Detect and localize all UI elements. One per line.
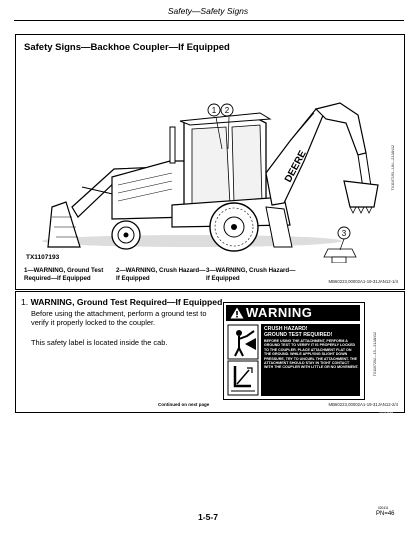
warning-heading: CRUSH HAZARD! GROUND TEST REQUIRED! <box>264 326 333 338</box>
section-reference-code: MB60223,00002A1-19-31JAN12-2/4 <box>328 402 398 407</box>
caption-2: 2—WARNING, Crush Hazard—If Equipped <box>116 267 206 282</box>
item-number: 1. <box>21 297 29 307</box>
warning-header-bar <box>226 305 360 321</box>
callout-1: 1 <box>211 106 217 115</box>
figure-id: TX1107193 <box>26 254 60 261</box>
decal-part-code: AH217587 <box>379 411 394 415</box>
section-title: Safety Signs—Backhoe Coupler—If Equipped <box>24 42 230 53</box>
item-title <box>21 297 222 307</box>
header-rule <box>14 20 404 21</box>
item-title-text: WARNING, Ground Test Required—If Equipped <box>30 297 223 307</box>
warning-label-box <box>15 291 405 413</box>
caption-1: 1—WARNING, Ground Test Required—If Equipped <box>24 267 104 282</box>
section-reference-code: MB60223,00002A1-19-31JAN12-1/4 <box>328 279 398 284</box>
boom-brand-text: DEERE <box>282 148 309 185</box>
hazard-pictograms <box>227 324 259 396</box>
instruction-paragraph: Before using the attachment, perform a ground test to verify it properly locked to the coupler. <box>31 309 207 327</box>
safety-signs-figure-box <box>15 34 405 290</box>
backhoe-illustration <box>22 57 398 263</box>
date-code: 020411 <box>378 506 389 510</box>
page-code: PN=46 <box>376 511 395 517</box>
signal-word: WARNING <box>246 305 313 320</box>
continued-note: Continued on next page <box>158 402 210 407</box>
callout-3: 3 <box>341 229 347 238</box>
callout-2: 2 <box>224 106 230 115</box>
crush-hazard-icon <box>227 324 259 396</box>
location-paragraph: This safety label is located inside the cab. <box>31 338 168 347</box>
running-header: Safety—Safety Signs <box>167 6 249 16</box>
warning-triangle-icon <box>230 307 244 319</box>
caption-3: 3—WARNING, Crush Hazard—If Equipped <box>206 267 296 282</box>
figure-side-reference: TX1107193—UN—21JAN12 <box>391 145 395 191</box>
warning-body: BEFORE USING THE ATTACHMENT, PERFORM A GROUND TEST TO VERIFY IT IS PROPERLY LOCKED TO THE COUPLER. PLACE ATTACHMENT FLAT ON THE GROUND. WHILE APPLYING SLIGHT DOWN PRESSURE, TRY TO UNCURL THE ATTACHMENT. THE ATTACHMENT SHOULD STAY IN TIGHT CONTACT WITH THE COUPLER WITH LITTLE OR NO MOVEMENT. <box>264 339 359 370</box>
page-number: 1-5-7 <box>197 512 219 522</box>
label-side-reference: TX1107202—19—31JAN12 <box>373 332 377 377</box>
